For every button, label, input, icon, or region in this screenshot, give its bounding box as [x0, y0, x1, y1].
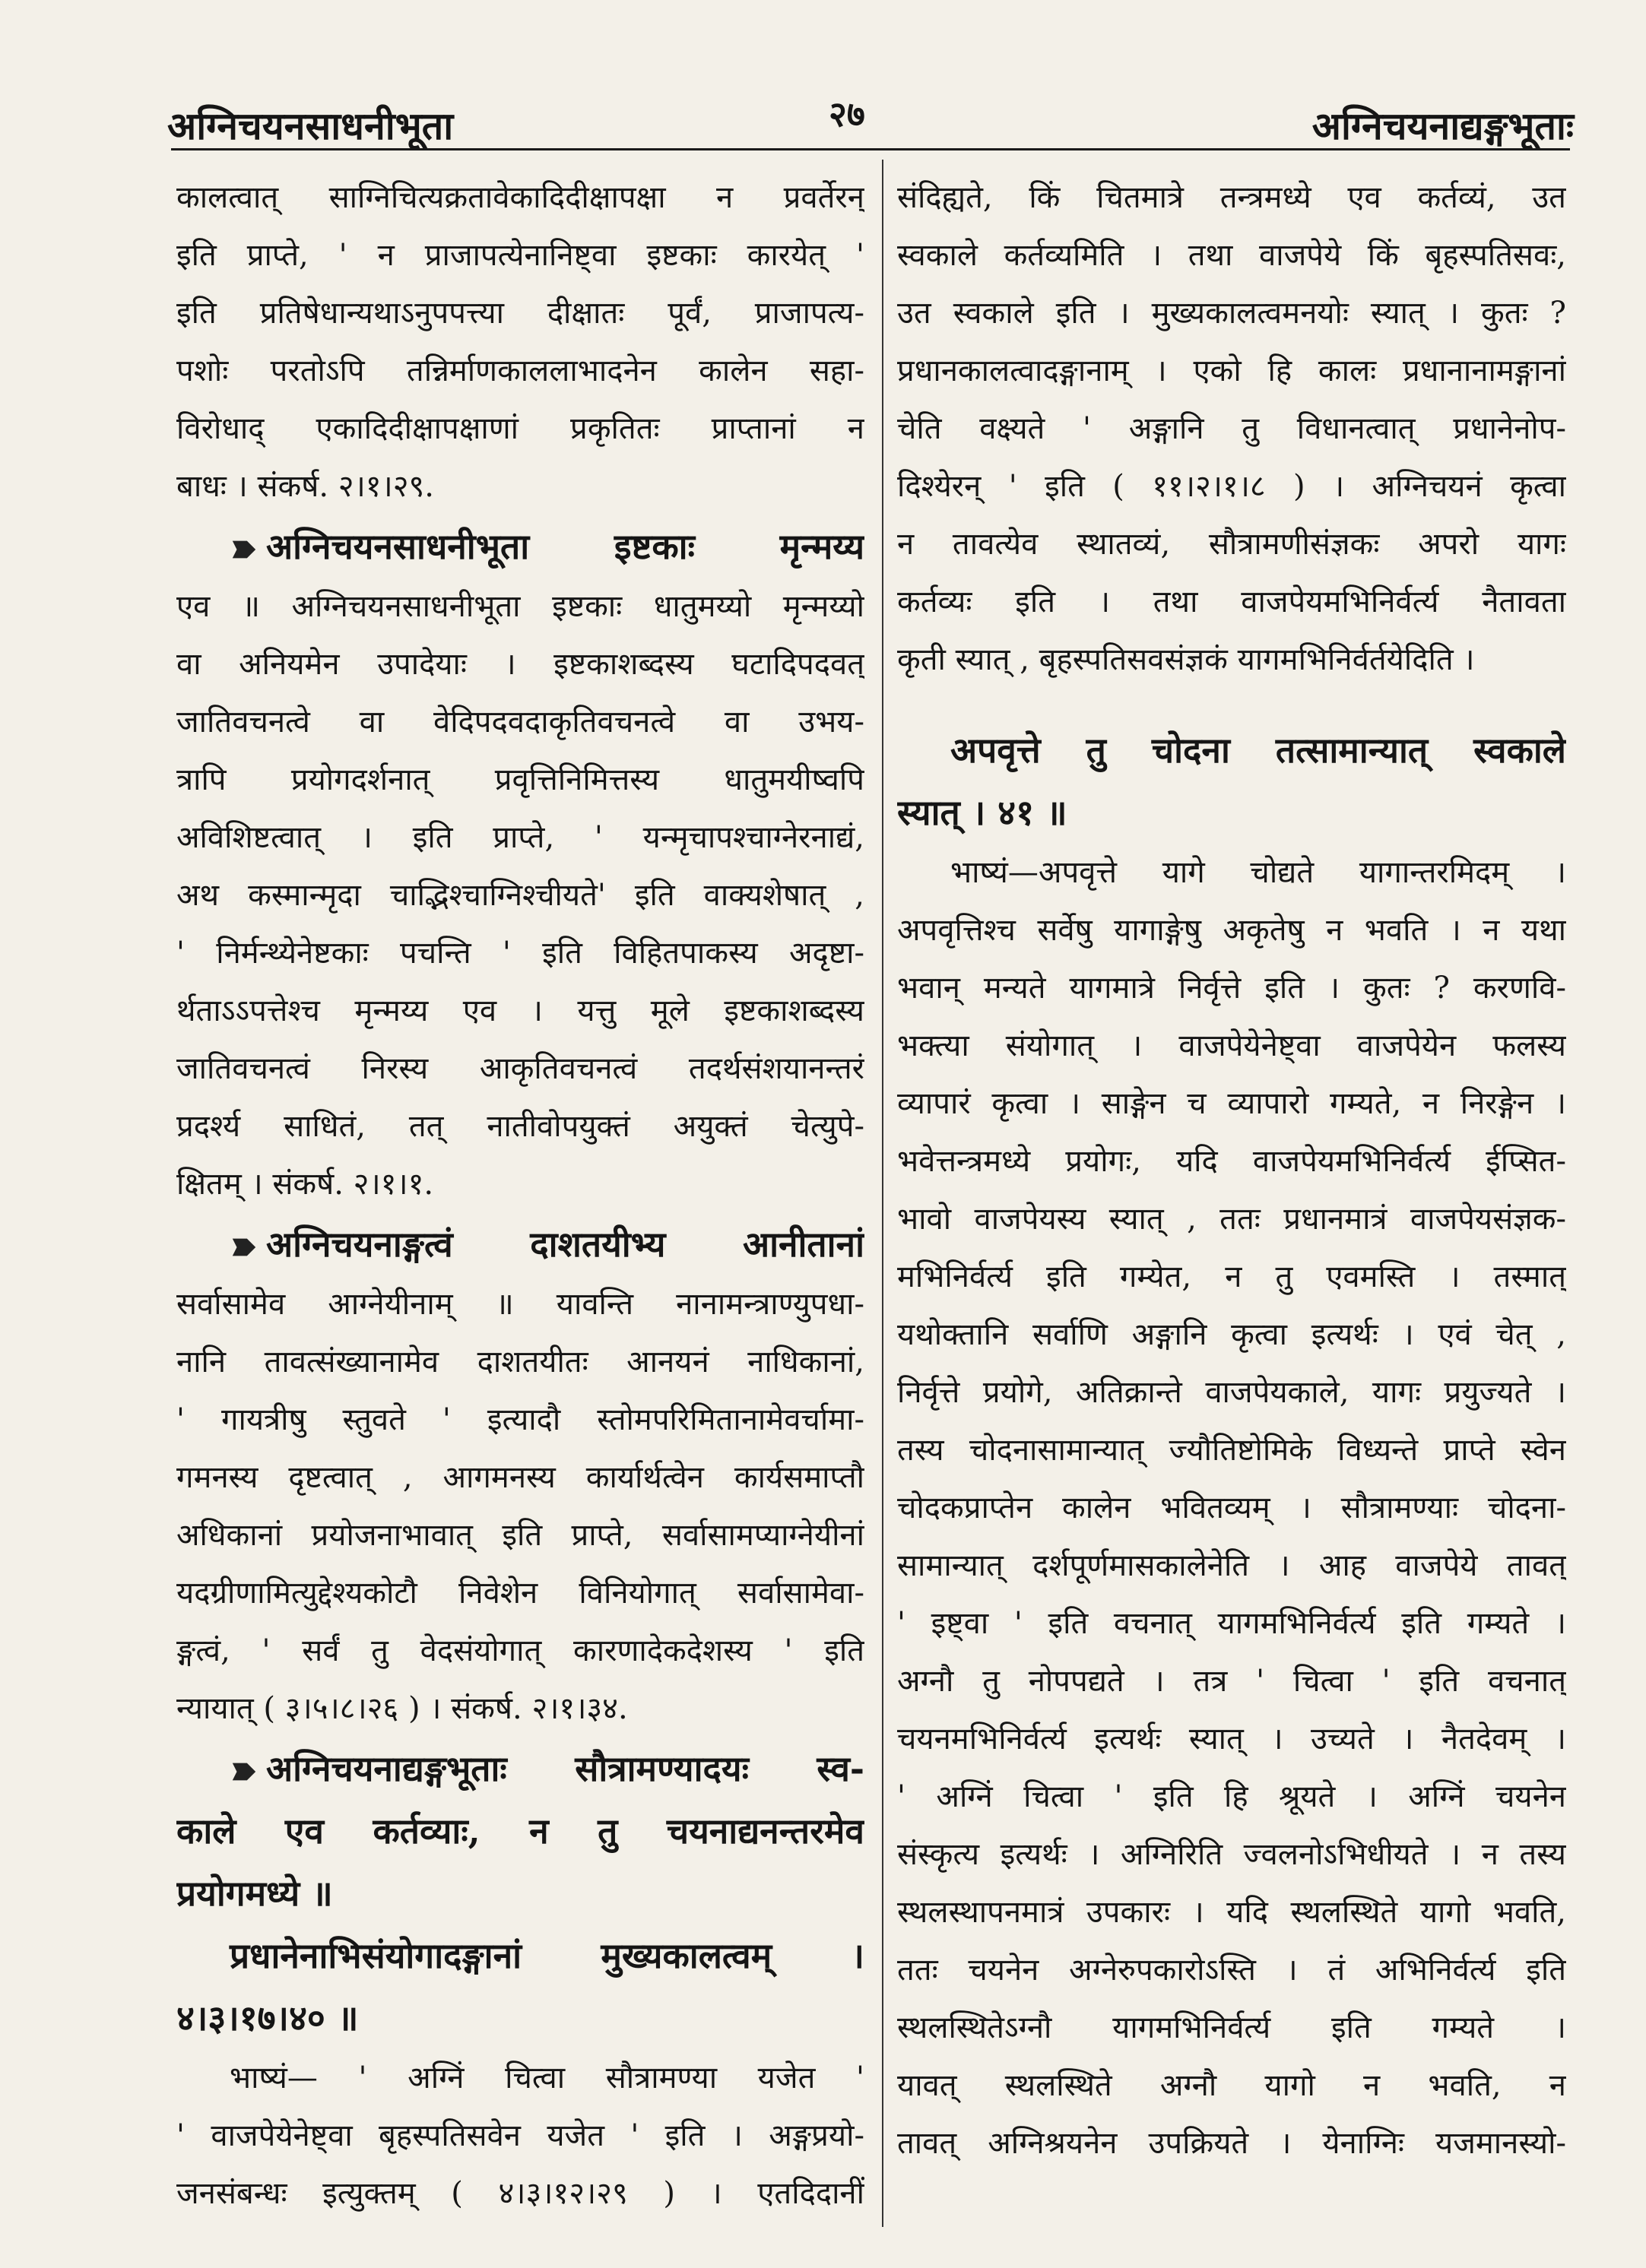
left-column — [176, 169, 864, 2222]
column-divider — [882, 160, 883, 2227]
text-line: बाधः । संकर्ष. २।१।२९. — [176, 469, 435, 504]
pointing-hand-icon — [230, 1233, 258, 1262]
heading-line: काले एव कर्तव्याः, न तु चयनाद्यनन्तरमेव — [176, 1810, 864, 1851]
text-line: इति प्राप्ते, ' न प्राजापत्येनानिष्ट्वा इष्टकाः कारयेत् ' — [176, 238, 864, 273]
text-line: ' वाजपेयेनेष्ट्वा बृहस्पतिसवेन यजेत ' इति । अङ्गप्रयो- — [176, 2118, 864, 2153]
text-line: चोदकप्राप्तेन कालेन भवितव्यम् । सौत्रामण्याः चोदना- — [897, 1490, 1566, 1525]
text-line: प्रदर्श्य साधितं, तत् नातीवोपयुक्तं अयुक्तं चेत्युपे- — [176, 1109, 864, 1144]
text-line: भवान् मन्यते यागमात्रे निर्वृत्ते इति । कुतः ? करणवि- — [897, 971, 1566, 1006]
text-line: संस्कृत्य इत्यर्थः । अग्निरिति ज्वलनोऽभिधीयते । न तस्य — [897, 1837, 1566, 1872]
text-line: अथ कस्मान्मृदा चाद्भिश्चाग्निश्चीयते' इति वाक्यशेषात् , — [176, 878, 864, 913]
text-line: पशोः परतोऽपि तन्निर्माणकाललाभादनेन कालेन सहा- — [176, 353, 864, 388]
sutra-heading: प्रधानेनाभिसंयोगादङ्गानां मुख्यकालत्वम् । — [230, 1935, 864, 1976]
header-rule — [171, 148, 1570, 150]
section-heading — [176, 515, 864, 578]
running-title-left: अग्निचयनसाधनीभूता — [167, 103, 454, 148]
text-line: जनसंबन्धः इत्युक्तम् ( ४।३।१२।२९ ) । एतदिदानीं — [176, 2176, 864, 2211]
text-line: स्वकाले कर्तव्यमिति । तथा वाजपेये किं बृहस्पतिसवः, — [897, 238, 1566, 273]
text-line: जातिवचनत्वं निरस्य आकृतिवचनत्वं तदर्थसंशयानन्तरं — [176, 1051, 864, 1086]
text-line: न्यायात् ( ३।५।८।२६ ) । संकर्ष. २।१।३४. — [176, 1691, 628, 1726]
bhashya-start: भाष्यं— ' अग्निं चित्वा सौत्रामण्या यजेत ' — [230, 2061, 864, 2095]
text-line: ' निर्मन्थ्येनेष्टकाः पचन्ति ' इति विहितपाकस्य अदृष्टा- — [176, 936, 864, 971]
text-line: संदिह्यते, किं चितमात्रे तन्त्रमध्ये एव कर्तव्यं, उत — [897, 180, 1566, 215]
text-line: इति प्रतिषेधान्यथाऽनुपपत्त्या दीक्षातः पूर्वं, प्राजापत्य- — [176, 296, 864, 331]
heading-text: अग्निचयनाद्यङ्गभूताः सौत्रामण्यादयः स्व- — [266, 1748, 864, 1789]
text-line: गमनस्य दृष्टत्वात् , आगमनस्य कार्यार्थत्वेन कार्यसमाप्तौ — [176, 1460, 864, 1495]
text-line: सामान्यात् दर्शपूर्णमासकालेनेति । आह वाजपेये तावत् — [897, 1548, 1566, 1583]
text-line: जातिवचनत्वे वा वेदिपदवदाकृतिवचनत्वे वा उभय- — [176, 705, 864, 740]
text-line: विरोधाद् एकादिदीक्षापक्षाणां प्रकृतितः प्राप्तानां न — [176, 411, 864, 446]
text-line: उत स्वकाले इति । मुख्यकालत्वमनयोः स्यात् । कुतः ? — [897, 296, 1566, 331]
text-line: भक्त्या संयोगात् । वाजपेयेनेष्ट्वा वाजपेयेन फलस्य — [897, 1028, 1566, 1063]
sutra-number: स्यात् । ४१ ॥ — [897, 792, 1067, 833]
text-line: ततः चयनेन अग्नेरुपकारोऽस्ति । तं अभिनिर्वर्त्य इति — [897, 1953, 1566, 1988]
right-column — [897, 169, 1566, 2172]
text-line: तावत् अग्निश्रयनेन उपक्रियते । येनाग्निः यजमानस्यो- — [897, 2126, 1566, 2161]
text-line: एव ॥ अग्निचयनसाधनीभूता इष्टकाः धातुमय्यो मृन्मय्यो — [176, 589, 864, 624]
text-line: कर्तव्यः इति । तथा वाजपेयमभिनिर्वर्त्य नैतावता — [897, 584, 1566, 619]
text-line: यथोक्तानि सर्वाणि अङ्गानि कृत्वा इत्यर्थः । एवं चेत् , — [897, 1317, 1566, 1352]
page-number: २७ — [829, 93, 865, 135]
text-line: वा अनियमेन उपादेयाः । इष्टकाशब्दस्य घटादिपदवत् — [176, 647, 864, 682]
text-line: निर्वृत्ते प्रयोगे, अतिक्रान्ते वाजपेयकाले, यागः प्रयुज्यते । — [897, 1375, 1566, 1410]
text-line: तस्य चोदनासामान्यात् ज्यौतिष्टोमिके विध्यन्ते प्राप्ते स्वेन — [897, 1433, 1566, 1468]
text-line: ' इष्ट्वा ' इति वचनात् यागमभिनिर्वर्त्य इति गम्यते । — [897, 1606, 1566, 1641]
text-line: र्थताऽऽपत्तेश्च मृन्मय्य एव । यत्तु मूले इष्टकाशब्दस्य — [176, 993, 864, 1028]
text-line: नानि तावत्संख्यानामेव दाशतयीतः आनयनं नाधिकानां, — [176, 1345, 864, 1379]
text-line: त्रापि प्रयोगदर्शनात् प्रवृत्तिनिमित्तस्य धातुमयीष्वपि — [176, 762, 864, 797]
heading-text: अग्निचयनसाधनीभूता इष्टकाः मृन्मय्य — [266, 526, 864, 567]
spacer — [897, 689, 1566, 719]
text-line: स्थलस्थितेऽग्नौ यागमभिनिर्वर्त्य इति गम्यते । — [897, 2010, 1566, 2045]
text-line: चयनमभिनिर्वर्त्य इत्यर्थः स्यात् । उच्यते । नैतदेवम् । — [897, 1722, 1566, 1756]
text-line: प्रधानकालत्वादङ्गानाम् । एको हि कालः प्रधानानामङ्गानां — [897, 353, 1566, 388]
text-line: यावत् स्थलस्थिते अग्नौ यागो न भवति, न — [897, 2068, 1566, 2103]
text-line: ' अग्निं चित्वा ' इति हि श्रूयते । अग्निं चयनेन — [897, 1779, 1566, 1814]
text-line: क्षितम् । संकर्ष. २।१।१. — [176, 1167, 434, 1202]
text-line: व्यापारं कृत्वा । साङ्गेन च व्यापारो गम्यते, न निरङ्गेन । — [897, 1086, 1566, 1121]
heading-line: प्रयोगमध्ये ॥ — [176, 1873, 333, 1914]
text-line: अधिकानां प्रयोजनाभावात् इति प्राप्ते, सर्वासामप्याग्नेयीनां — [176, 1518, 864, 1553]
text-line: कृती स्यात् , बृहस्पतिसवसंज्ञकं यागमभिनिर्वर्तयेदिति । — [897, 642, 1475, 677]
running-title-right: अग्निचयनाद्यङ्गभूताः — [1311, 103, 1574, 148]
text-line: ' गायत्रीषु स्तुवते ' इत्यादौ स्तोमपरिमितानामेवर्चामा- — [176, 1402, 864, 1437]
text-line: अपवृत्तिश्च सर्वेषु यागाङ्गेषु अकृतेषु न भवति । न यथा — [897, 913, 1566, 948]
heading-text: अग्निचयनाङ्गत्वं दाशतयीभ्य आनीतानां — [266, 1224, 864, 1265]
text-line: भवेत्तन्त्रमध्ये प्रयोगः, यदि वाजपेयमभिनिर्वर्त्य ईप्सित- — [897, 1144, 1566, 1179]
sutra-heading: अपवृत्ते तु चोदना तत्सामान्यात् स्वकाले — [950, 730, 1566, 771]
text-line: चेति वक्ष्यते ' अङ्गानि तु विधानत्वात् प्रधानेनोप- — [897, 411, 1566, 446]
text-line: दिश्येरन् ' इति ( ११।२।१।८ ) । अग्निचयनं कृत्वा — [897, 469, 1566, 504]
pointing-hand-icon — [230, 535, 258, 564]
text-line: न तावत्येव स्थातव्यं, सौत्रामणीसंज्ञकः अपरो यागः — [897, 527, 1566, 562]
text-line: ङ्गत्वं, ' सर्वं तु वेदसंयोगात् कारणादेकदेशस्य ' इति — [176, 1633, 864, 1668]
text-line: अविशिष्टत्वात् । इति प्राप्ते, ' यन्मृचापश्चाग्नेरनाद्यं, — [176, 820, 864, 855]
text-line: सर्वासामेव आग्नेयीनाम् ॥ यावन्ति नानामन्त्राण्युपधा- — [176, 1287, 864, 1322]
bhashya-start: भाष्यं—अपवृत्ते यागे चोद्यते यागान्तरमिदम् । — [950, 855, 1566, 890]
text-line: यदग्रीणामित्युद्देश्यकोटौ निवेशेन विनियोगात् सर्वासामेवा- — [176, 1576, 864, 1611]
sutra-number: ४।३।१७।४० ॥ — [176, 1997, 359, 2038]
text-line: भावो वाजपेयस्य स्यात् , ततः प्रधानमात्रं वाजपेयसंज्ञक- — [897, 1202, 1566, 1237]
page-header — [167, 68, 1574, 160]
text-line: स्थलस्थापनमात्रं उपकारः । यदि स्थलस्थिते यागो भवति, — [897, 1895, 1566, 1930]
text-line: कालत्वात् साग्निचित्यक्रतावेकादिदीक्षापक्षा न प्रवर्तेरन् — [176, 180, 864, 215]
text-line: अग्नौ तु नोपपद्यते । तत्र ' चित्वा ' इति वचनात् — [897, 1664, 1566, 1699]
section-heading — [176, 1213, 864, 1275]
pointing-hand-icon — [230, 1757, 258, 1786]
section-heading — [176, 1737, 864, 1800]
text-line: मभिनिर्वर्त्य इति गम्येत, न तु एवमस्ति । तस्मात् — [897, 1259, 1566, 1294]
